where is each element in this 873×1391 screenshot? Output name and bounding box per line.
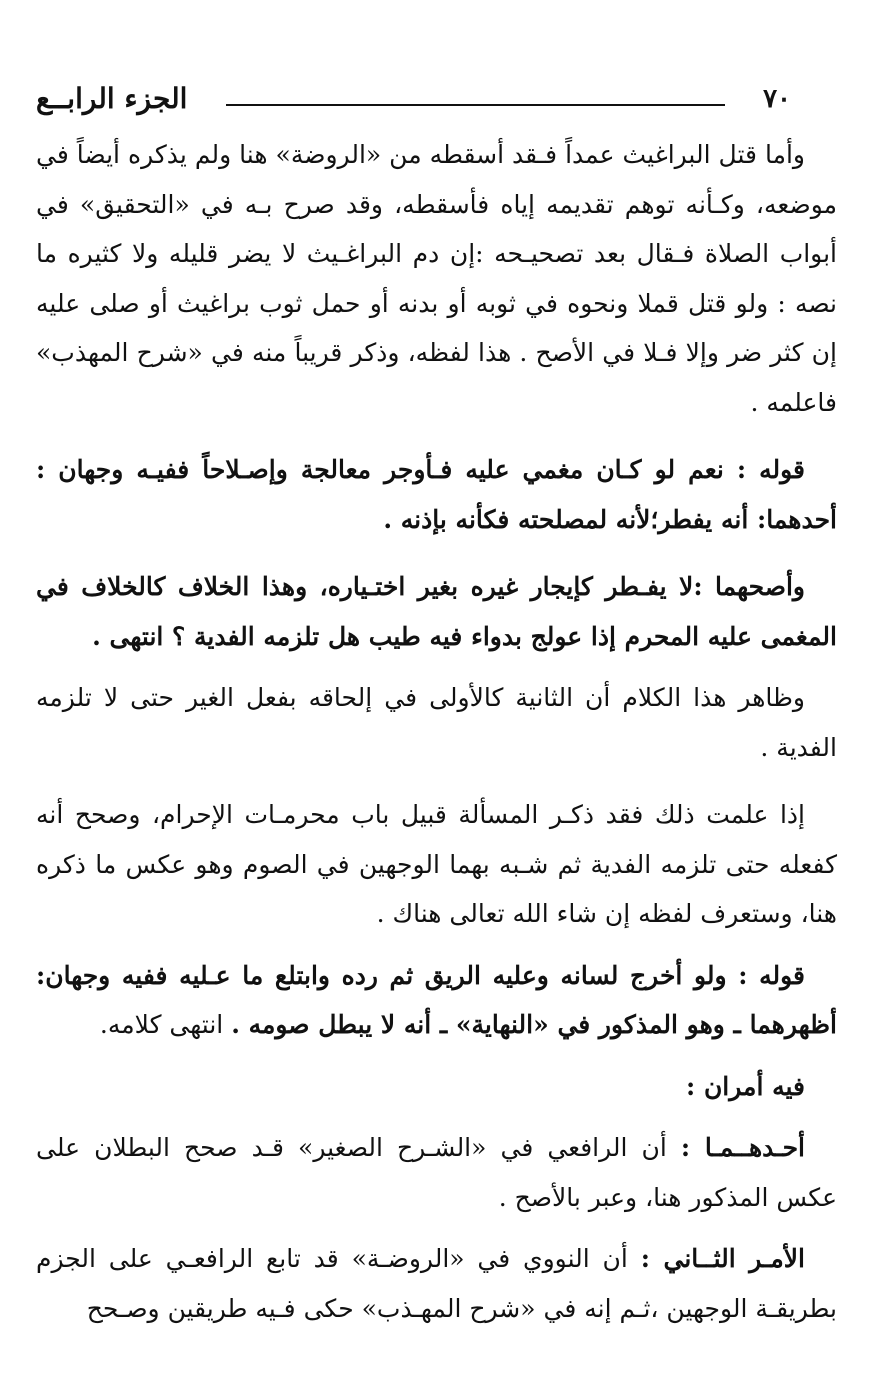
- quote-text: قوله : ولو أخرج لسانه وعليه الريق ثم رده وابتلع ما عـليه ففيه وجهان: أظهرهما ـ وهو المذكور في «النهاية» ـ أنه لا يبطل صومه .: [36, 960, 837, 1039]
- paragraph-1: وأما قتل البراغيث عمداً فـقد أسقطه من «الروضة» هنا ولم يذكره أيضاً في موضعه، وكـأنه توهم تقديمه إياه فأسقطه، وقد صرح بـه في «التحقيق» في أبواب الصلاة فـقال بعد تصحيـحه :إن دم البراغـيث لا يضر قليله ولا كثيره ما نصه : ولو قتل قملا ونحوه في ثوبه أو بدنه أو حمل ثوب براغيث أو صلى عليه إن كثر ضر وإلا فـلا في الأصح . هذا لفظه، وذكر قريباً منه في «شرح المهذب» فاعلمه .: [36, 140, 837, 417]
- point-two-text: أن النووي في «الروضـة» قد تابع الرافعـي على الجزم بطريقـة الوجهين ،ثـم إنه في «شرح المهـذب» حكى فـيه طريقين وصـحح: [36, 1244, 837, 1323]
- paragraph-7-heading: فيه أمران :: [686, 1071, 805, 1101]
- paragraph-5: إذا علمت ذلك فقد ذكـر المسألة قبيل باب محرمـات الإحرام، وصحح أنه كفعله حتى تلزمه الفدية ثم شـبه بهما الوجهين في الصوم وهو عكس ما ذكره هنا، وستعرف لفظه إن شاء الله تعالى هناك .: [36, 800, 837, 928]
- point-one-label: أحـدهــمـا :: [680, 1133, 805, 1162]
- paragraph-2-quote: قوله : نعم لو كـان مغمي عليه فـأوجر معالجة وإصـلاحاً ففيـه وجهان : أحدهما: أنه يفطر؛لأنه لمصلحته فكأنه بإذنه .: [36, 455, 837, 534]
- paragraph-9: [36, 1234, 837, 1333]
- quote-end-note: انتهى كلامه.: [99, 1010, 232, 1039]
- point-one-text: أن الرافعي في «الشـرح الصغير» قـد صحح البطلان على عكس المذكور هنا، وعبر بالأصح .: [36, 1133, 837, 1212]
- point-two-label: الأمـر الثــاني :: [640, 1244, 805, 1273]
- paragraph-4: وظاهر هذا الكلام أن الثانية كالأولى في إلحاقه بفعل الغير حتى لا تلزمه الفدية .: [36, 683, 837, 762]
- header-rule: [226, 104, 725, 106]
- paragraph-3-quote: وأصحهما :لا يفـطر كإيجار غيره بغير اختـياره، وهذا الخلاف كالخلاف في المغمى عليه المحرم إذا عولج بدواء فيه طيب هل تلزمه الفدية ؟ انتهى .: [36, 572, 837, 651]
- page-number: ٧٠: [763, 84, 791, 114]
- running-title: الجزء الرابــع: [36, 82, 188, 115]
- paragraph-8: [36, 1123, 837, 1222]
- page-header: [36, 80, 837, 130]
- paragraph-6-quote: [36, 951, 837, 1050]
